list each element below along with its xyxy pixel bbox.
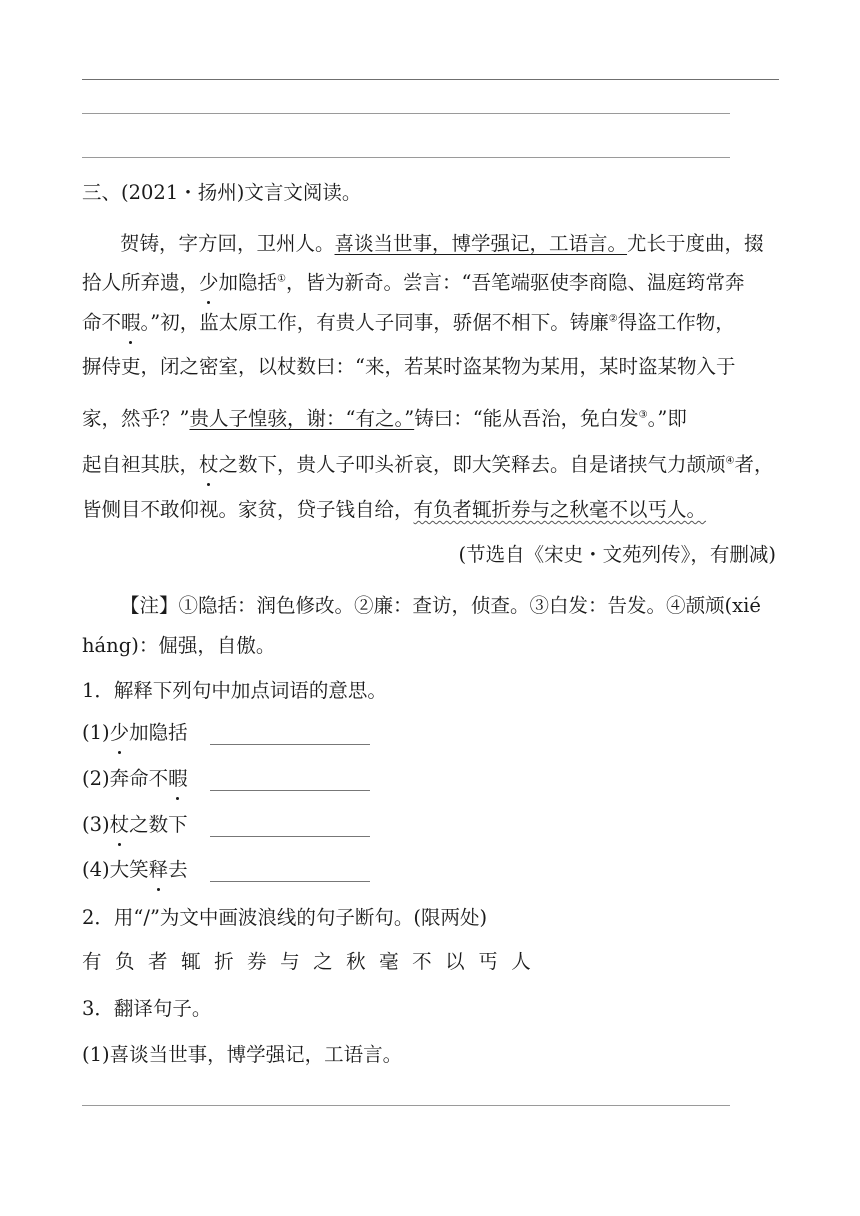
passage-line: 拾人所弃遗，少加隐括①，皆为新奇。尝言：“吾笔端驱使李商隐、温庭筠常奔 (82, 269, 745, 297)
sentence-char[interactable]: 毫 (379, 950, 399, 973)
sentence-char[interactable]: 券 (247, 950, 267, 973)
passage-line: 起自袒其肤，杖之数下，贵人子叩头祈哀，即大笑释去。自是诸挟气力颉颃④者， (82, 451, 774, 479)
answer-line[interactable] (82, 157, 730, 158)
question-1-item: (4)大笑释去 (82, 856, 370, 884)
dotted-word: 杖 (110, 811, 130, 839)
sentence-char[interactable]: 折 (214, 950, 234, 973)
punctuation-sentence (82, 948, 544, 976)
notes-line: háng)：倔强，自傲。 (82, 634, 276, 657)
passage-line: 命不暇。”初，监太原工作，有贵人子同事，骄倨不相下。铸廉②得盗工作物， (82, 309, 735, 337)
sentence-char[interactable]: 不 (412, 950, 432, 973)
question-1-item: (2)奔命不暇 (82, 765, 370, 793)
wavy-underlined-sentence: 有负者辄折券与之秋毫不以丐人。 (413, 498, 707, 521)
answer-line[interactable] (82, 1105, 730, 1106)
dotted-word: 少 (199, 269, 219, 297)
notes-line: 【注】①隐括：润色修改。②廉：查访，侦查。③白发：告发。④颉颃(xié (120, 594, 761, 617)
sentence-char[interactable]: 以 (445, 950, 465, 973)
passage-line: 摒侍吏，闭之密室，以杖数曰：“来，若某时盗某物为某用，某时盗某物入于 (82, 355, 736, 378)
passage-line: 家，然乎？”贵人子惶骇，谢：“有之。”铸曰：“能从吾治，免白发③。”即 (82, 407, 687, 430)
answer-blank[interactable] (210, 744, 370, 745)
answer-blank[interactable] (210, 881, 370, 882)
dotted-word: 少 (110, 719, 130, 747)
section-header: 三、(2021・扬州)文言文阅读。 (82, 181, 362, 204)
underlined-sentence: 喜谈当世事，博学强记，工语言。 (334, 232, 628, 255)
sentence-char[interactable]: 与 (280, 950, 300, 973)
footnote-marker: ② (608, 313, 618, 325)
passage-line: 皆侧目不敢仰视。家贫，贷子钱自给，有负者辄折券与之秋毫不以丐人。 (82, 498, 707, 521)
underlined-sentence: 贵人子惶骇，谢：“有之。” (189, 407, 415, 430)
answer-line[interactable] (82, 113, 730, 114)
passage-line: 贺铸，字方回，卫州人。喜谈当世事，博学强记，工语言。尤长于度曲，掇 (120, 232, 764, 255)
dotted-word: 释 (149, 856, 169, 884)
footnote-marker: ① (277, 273, 287, 285)
sentence-char[interactable]: 辄 (181, 950, 201, 973)
answer-line[interactable] (82, 79, 779, 80)
footnote-marker: ③ (638, 409, 648, 421)
question-1-prompt: 1．解释下列句中加点词语的意思。 (82, 679, 387, 702)
question-1-item: (3)杖之数下 (82, 811, 370, 839)
sentence-char[interactable]: 者 (148, 950, 168, 973)
dotted-word: 杖 (199, 451, 219, 479)
question-3-prompt: 3．翻译句子。 (82, 997, 212, 1020)
answer-blank[interactable] (210, 790, 370, 791)
dotted-word: 暇 (168, 765, 188, 793)
sentence-char[interactable]: 有 (82, 950, 102, 973)
source-citation: (节选自《宋史・文苑列传》，有删减) (458, 543, 776, 566)
question-1-item: (1)少加隐括 (82, 719, 370, 747)
question-2-prompt: 2．用“/”为文中画波浪线的句子断句。(限两处) (82, 906, 488, 929)
sentence-char[interactable]: 之 (313, 950, 333, 973)
sentence-char[interactable]: 人 (511, 950, 531, 973)
sentence-char[interactable]: 丐 (478, 950, 498, 973)
sentence-char[interactable]: 秋 (346, 950, 366, 973)
sentence-char[interactable]: 负 (115, 950, 135, 973)
footnote-marker: ④ (725, 455, 735, 467)
question-3-item: (1)喜谈当世事，博学强记，工语言。 (82, 1043, 403, 1066)
answer-blank[interactable] (210, 836, 370, 837)
dotted-word: 暇 (121, 309, 141, 337)
